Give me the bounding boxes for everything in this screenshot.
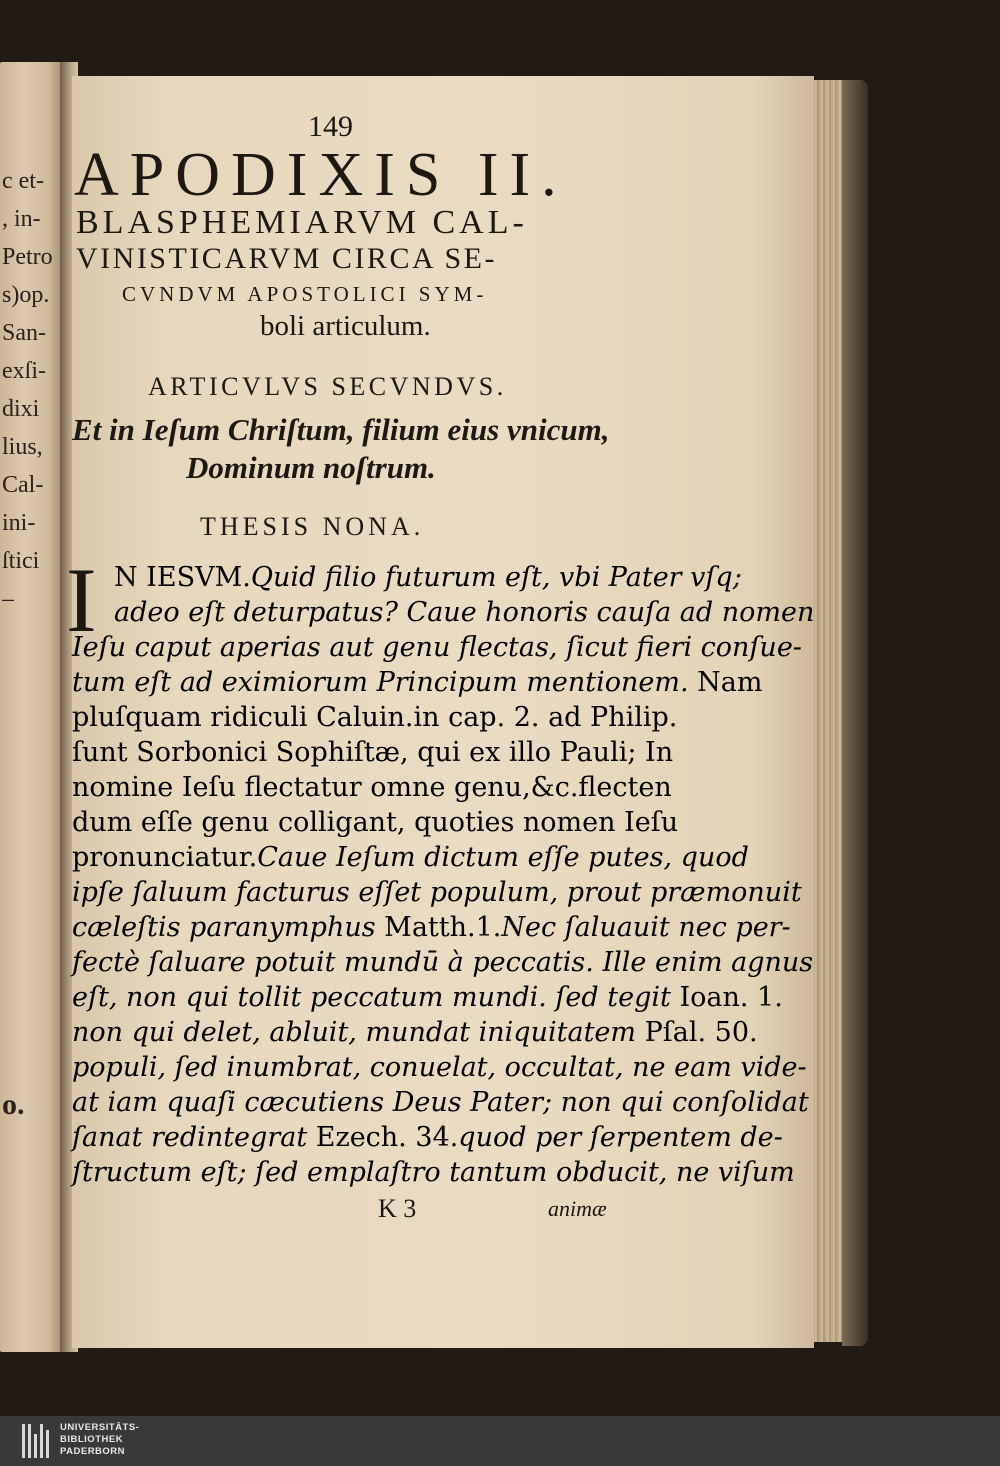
body-line <box>72 772 672 806</box>
book-cover-edge <box>842 80 868 1346</box>
margin-fragment: exſi- <box>2 358 46 384</box>
library-footer <box>0 1416 1000 1466</box>
margin-fragment: San- <box>2 320 46 346</box>
body-line <box>72 1122 783 1156</box>
heading-line: boli articulum. <box>260 310 431 342</box>
body-line <box>72 737 674 771</box>
library-name-line: UNIVERSITÄTS- <box>60 1422 140 1433</box>
body-line <box>72 1157 795 1191</box>
body-roman: Ezech. 34. <box>307 1122 459 1153</box>
body-roman: pronunciatur. <box>72 842 258 873</box>
margin-fragment: o. <box>2 1090 25 1120</box>
body-line <box>72 842 749 876</box>
margin-fragment: , in- <box>2 206 41 232</box>
margin-fragment: ſtici <box>2 548 40 574</box>
margin-fragment: dixi <box>2 396 40 422</box>
catchword: animæ <box>548 1196 607 1221</box>
margin-fragment: s)op. <box>2 282 50 308</box>
body-roman: N IESVM. <box>114 562 251 593</box>
body-line <box>72 1087 809 1121</box>
body-italic: Ieſu caput aperias aut genu flectas, ſicut fieri conſue- <box>72 632 802 663</box>
body-line <box>72 877 802 911</box>
margin-fragment: Petro <box>2 244 53 270</box>
signature-mark: K 3 <box>378 1194 417 1223</box>
body-italic: ipſe ſaluum facturus eſſet populum, prout præmonuit <box>72 877 802 908</box>
body-roman: Pſal. 50. <box>636 1017 758 1048</box>
heading-line: BLASPHEMIARVM CAL- <box>76 204 528 241</box>
body-italic: ſanat redintegrat <box>72 1122 308 1153</box>
body-italic: fectè ſaluare potuit mundū à peccatis. Ille enim agnus <box>72 947 814 978</box>
body-line <box>72 667 763 701</box>
body-italic: Nec ſaluauit nec per- <box>501 912 791 943</box>
margin-fragment: c et- <box>2 168 44 194</box>
body-italic: adeo eſt deturpatus? Caue honoris cauſa ad nomen <box>114 597 815 628</box>
body-italic: at iam quaſi cæcutiens Deus Pater; non qui conſolidat <box>72 1087 809 1118</box>
body-line <box>72 912 791 946</box>
body-italic: populi, ſed inumbrat, conuelat, occultat, ne eam vide- <box>72 1052 807 1083</box>
page-title: APODIXIS II. <box>74 141 568 209</box>
body-italic: Caue Ieſum dictum eſſe putes, quod <box>257 842 749 873</box>
body-italic: tum eſt ad eximiorum Principum mentionem. <box>72 667 689 698</box>
margin-fragment: lius, <box>2 434 43 460</box>
body-line <box>72 982 783 1016</box>
body-roman: ſunt Sorbonici Sophiſtæ, qui ex illo Pauli; In <box>72 737 674 768</box>
book-page <box>66 76 815 1348</box>
body-roman: dum eſſe genu colligant, quoties nomen Ieſu <box>72 807 679 838</box>
body-italic: Quid filio futurum eſt, vbi Pater vſq; <box>250 562 742 593</box>
library-name-line: BIBLIOTHEK <box>60 1434 124 1445</box>
heading-line: VINISTICARVM CIRCA SE- <box>76 242 497 275</box>
body-line <box>72 807 679 841</box>
body-italic: non qui delet, abluit, mundat iniquitatem <box>72 1017 636 1048</box>
body-roman: pluſquam ridiculi Caluin.in cap. 2. ad Philip. <box>72 702 678 733</box>
body-line <box>72 1017 758 1051</box>
body-italic: cæleſtis paranymphus <box>72 912 376 943</box>
creed-line: Et in Ieſum Chriſtum, filium eius vnicum, <box>72 412 610 447</box>
previous-page-edge <box>0 62 60 1352</box>
body-italic: ſtructum eſt; ſed emplaſtro tantum obducit, ne viſum <box>72 1157 795 1188</box>
body-italic: quod per ſerpentem de- <box>458 1122 783 1153</box>
body-line <box>72 947 814 981</box>
body-roman: Nam <box>688 667 763 698</box>
body-line <box>72 1052 807 1086</box>
body-line <box>72 702 678 736</box>
article-heading: ARTICVLVS SECVNDVS. <box>148 372 507 401</box>
thesis-heading: THESIS NONA. <box>200 512 425 541</box>
drop-cap: I <box>66 549 97 651</box>
margin-fragment: – <box>2 586 14 612</box>
body-roman: Matth.1. <box>375 912 502 943</box>
body-line <box>114 597 815 631</box>
page-number: 149 <box>308 110 353 143</box>
body-roman: Ioan. 1. <box>670 982 783 1013</box>
body-italic: eſt, non qui tollit peccatum mundi. ſed tegit <box>72 982 671 1013</box>
heading-line: CVNDVM APOSTOLICI SYM- <box>122 282 488 306</box>
body-roman: nomine Ieſu flectatur omne genu,&c.flecten <box>72 772 672 803</box>
margin-fragment: Cal- <box>2 472 44 498</box>
library-name-line: PADERBORN <box>60 1446 126 1457</box>
library-logo-icon <box>22 1424 52 1458</box>
margin-fragment: ini- <box>2 510 36 536</box>
body-line <box>114 562 742 596</box>
creed-line: Dominum noſtrum. <box>186 450 436 485</box>
body-line <box>72 632 802 666</box>
